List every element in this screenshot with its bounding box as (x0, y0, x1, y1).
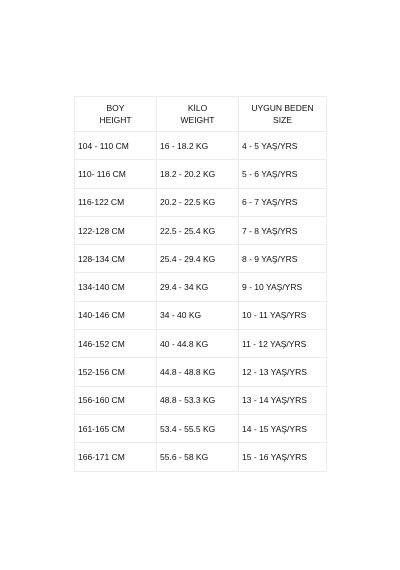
cell-height: 104 - 110 CM (75, 132, 157, 160)
cell-size: 8 - 9 YAŞ/YRS (239, 245, 327, 273)
cell-height: 122-128 CM (75, 216, 157, 244)
header-weight-line1: KİLO (187, 103, 208, 113)
cell-weight: 48.8 - 53.3 KG (157, 386, 239, 414)
cell-height: 116-122 CM (75, 188, 157, 216)
cell-size: 7 - 8 YAŞ/YRS (239, 216, 327, 244)
cell-size: 9 - 10 YAŞ/YRS (239, 273, 327, 301)
cell-height: 166-171 CM (75, 443, 157, 471)
cell-size: 12 - 13 YAŞ/YRS (239, 358, 327, 386)
cell-weight: 40 - 44.8 KG (157, 330, 239, 358)
cell-size: 10 - 11 YAŞ/YRS (239, 301, 327, 329)
cell-weight: 44.8 - 48.8 KG (157, 358, 239, 386)
table-row (75, 330, 327, 358)
cell-weight: 34 - 40 KG (157, 301, 239, 329)
cell-size: 13 - 14 YAŞ/YRS (239, 386, 327, 414)
table-row (75, 358, 327, 386)
cell-weight: 53.4 - 55.5 KG (157, 414, 239, 442)
cell-size: 5 - 6 YAŞ/YRS (239, 160, 327, 188)
cell-height: 161-165 CM (75, 414, 157, 442)
table-row (75, 216, 327, 244)
header-height-line2: HEIGHT (99, 115, 132, 125)
cell-height: 140-146 CM (75, 301, 157, 329)
cell-height: 134-140 CM (75, 273, 157, 301)
table-row (75, 414, 327, 442)
cell-weight: 29.4 - 34 KG (157, 273, 239, 301)
header-size (239, 97, 327, 132)
cell-weight: 20.2 - 22.5 KG (157, 188, 239, 216)
cell-weight: 22.5 - 25.4 KG (157, 216, 239, 244)
table-row (75, 245, 327, 273)
table-row (75, 188, 327, 216)
cell-height: 128-134 CM (75, 245, 157, 273)
table-row (75, 160, 327, 188)
cell-weight: 16 - 18.2 KG (157, 132, 239, 160)
table-row (75, 273, 327, 301)
table-row (75, 301, 327, 329)
cell-size: 11 - 12 YAŞ/YRS (239, 330, 327, 358)
table-row (75, 443, 327, 471)
cell-height: 152-156 CM (75, 358, 157, 386)
cell-height: 110- 116 CM (75, 160, 157, 188)
cell-size: 15 - 16 YAŞ/YRS (239, 443, 327, 471)
cell-height: 146-152 CM (75, 330, 157, 358)
header-height (75, 97, 157, 132)
cell-size: 14 - 15 YAŞ/YRS (239, 414, 327, 442)
header-weight-line2: WEIGHT (180, 115, 215, 125)
table-row (75, 132, 327, 160)
header-row (75, 97, 327, 132)
cell-weight: 18.2 - 20.2 KG (157, 160, 239, 188)
cell-size: 6 - 7 YAŞ/YRS (239, 188, 327, 216)
table-row (75, 386, 327, 414)
size-rows (75, 132, 327, 472)
cell-height: 156-160 CM (75, 386, 157, 414)
header-size-line1: UYGUN BEDEN (251, 103, 314, 113)
size-chart-table (74, 96, 327, 472)
cell-size: 4 - 5 YAŞ/YRS (239, 132, 327, 160)
header-size-line2: SIZE (273, 115, 292, 125)
header-height-line1: BOY (106, 103, 125, 113)
cell-weight: 55.6 - 58 KG (157, 443, 239, 471)
cell-weight: 25.4 - 29.4 KG (157, 245, 239, 273)
header-weight (157, 97, 239, 132)
